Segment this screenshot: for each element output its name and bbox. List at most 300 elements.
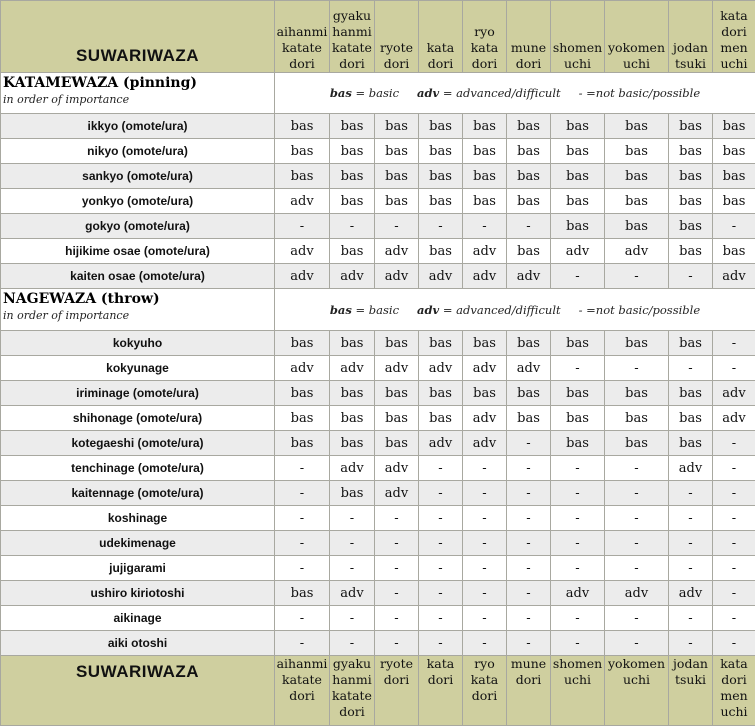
column-header bbox=[669, 656, 713, 726]
rating-cell: - bbox=[669, 631, 713, 656]
rating-cell: - bbox=[713, 331, 755, 356]
rating-cell: bas bbox=[669, 406, 713, 431]
rating-cell: bas bbox=[713, 139, 755, 164]
column-header bbox=[419, 1, 463, 73]
rating-cell: bas bbox=[713, 164, 755, 189]
technique-row bbox=[1, 631, 755, 656]
rating-cell: bas bbox=[330, 431, 375, 456]
rating-cell: bas bbox=[275, 164, 330, 189]
technique-row bbox=[1, 406, 755, 431]
technique-row bbox=[1, 581, 755, 606]
section-subtitle: in order of importance bbox=[3, 309, 130, 322]
rating-cell: - bbox=[507, 431, 551, 456]
rating-cell: adv bbox=[330, 581, 375, 606]
rating-cell: adv bbox=[551, 239, 605, 264]
rating-cell: - bbox=[275, 606, 330, 631]
rating-cell: bas bbox=[375, 431, 419, 456]
rating-cell: bas bbox=[551, 139, 605, 164]
rating-cell: bas bbox=[507, 139, 551, 164]
column-header-word: mune bbox=[510, 656, 547, 671]
rating-cell: adv bbox=[375, 456, 419, 481]
column-header bbox=[330, 1, 375, 73]
technique-name: yonkyo (omote/ura) bbox=[1, 189, 275, 214]
column-header bbox=[463, 1, 507, 73]
column-header bbox=[605, 1, 669, 73]
rating-cell: - bbox=[275, 481, 330, 506]
technique-name: ushiro kiriotoshi bbox=[1, 581, 275, 606]
rating-cell: - bbox=[507, 606, 551, 631]
rating-cell: bas bbox=[605, 431, 669, 456]
rating-cell: bas bbox=[507, 164, 551, 189]
rating-cell: - bbox=[551, 356, 605, 381]
rating-cell: bas bbox=[713, 189, 755, 214]
legend-bas-key: bas bbox=[329, 86, 352, 100]
rating-cell: adv bbox=[419, 264, 463, 289]
technique-row bbox=[1, 139, 755, 164]
technique-row bbox=[1, 214, 755, 239]
rating-cell: adv bbox=[463, 356, 507, 381]
rating-cell: bas bbox=[713, 114, 755, 139]
column-header-word: uchi bbox=[563, 56, 592, 71]
rating-cell: - bbox=[551, 481, 605, 506]
rating-cell: - bbox=[419, 631, 463, 656]
rating-cell: adv bbox=[669, 581, 713, 606]
technique-row bbox=[1, 189, 755, 214]
rating-cell: adv bbox=[275, 189, 330, 214]
column-header bbox=[375, 1, 419, 73]
rating-cell: adv bbox=[275, 239, 330, 264]
technique-name: iriminage (omote/ura) bbox=[1, 381, 275, 406]
technique-name: ikkyo (omote/ura) bbox=[1, 114, 275, 139]
technique-row bbox=[1, 606, 755, 631]
rating-cell: - bbox=[375, 606, 419, 631]
rating-cell: - bbox=[375, 631, 419, 656]
column-header-word: kata bbox=[470, 40, 499, 55]
technique-name: jujigarami bbox=[1, 556, 275, 581]
rating-cell: bas bbox=[375, 406, 419, 431]
rating-cell: - bbox=[330, 531, 375, 556]
technique-row bbox=[1, 506, 755, 531]
rating-cell: - bbox=[419, 456, 463, 481]
rating-cell: bas bbox=[669, 431, 713, 456]
column-header-word: dori bbox=[721, 24, 747, 39]
technique-row bbox=[1, 239, 755, 264]
table-body bbox=[1, 1, 755, 726]
rating-cell: bas bbox=[330, 189, 375, 214]
column-header-word: kata bbox=[470, 672, 499, 687]
rating-cell: bas bbox=[669, 331, 713, 356]
rating-cell: bas bbox=[375, 114, 419, 139]
rating-cell: - bbox=[375, 531, 419, 556]
rating-cell: - bbox=[605, 531, 669, 556]
rating-cell: - bbox=[713, 431, 755, 456]
rating-cell: bas bbox=[330, 406, 375, 431]
column-header-word: dori bbox=[289, 56, 315, 71]
section-label bbox=[1, 289, 275, 331]
column-header-word: gyaku bbox=[332, 8, 372, 23]
rating-cell: - bbox=[713, 631, 755, 656]
rating-cell: adv bbox=[330, 264, 375, 289]
rating-cell: bas bbox=[551, 114, 605, 139]
rating-cell: bas bbox=[551, 214, 605, 239]
rating-cell: - bbox=[507, 556, 551, 581]
rating-cell: adv bbox=[463, 406, 507, 431]
legend-dash-text: - =not basic/possible bbox=[578, 86, 701, 100]
rating-cell: bas bbox=[463, 331, 507, 356]
bottom-header-row bbox=[1, 656, 755, 726]
rating-cell: bas bbox=[507, 189, 551, 214]
rating-cell: bas bbox=[507, 114, 551, 139]
section-header-row bbox=[1, 73, 755, 114]
rating-cell: bas bbox=[463, 189, 507, 214]
rating-cell: adv bbox=[375, 264, 419, 289]
rating-cell: - bbox=[669, 264, 713, 289]
rating-cell: adv bbox=[275, 356, 330, 381]
column-header-word: uchi bbox=[622, 672, 651, 687]
column-header-word: dori bbox=[515, 56, 542, 71]
table-title: SUWARIWAZA bbox=[1, 656, 275, 726]
rating-cell: - bbox=[669, 531, 713, 556]
technique-row bbox=[1, 264, 755, 289]
rating-cell: bas bbox=[669, 189, 713, 214]
column-header-word: dori bbox=[471, 688, 498, 703]
column-header-word: tsuki bbox=[674, 56, 707, 71]
rating-cell: bas bbox=[669, 164, 713, 189]
rating-cell: bas bbox=[375, 189, 419, 214]
column-header bbox=[551, 1, 605, 73]
rating-cell: bas bbox=[551, 331, 605, 356]
rating-cell: bas bbox=[419, 381, 463, 406]
technique-name: nikyo (omote/ura) bbox=[1, 139, 275, 164]
rating-cell: bas bbox=[330, 239, 375, 264]
rating-cell: - bbox=[275, 456, 330, 481]
rating-cell: bas bbox=[605, 331, 669, 356]
column-header-word: katate bbox=[282, 40, 322, 55]
rating-cell: - bbox=[669, 556, 713, 581]
technique-row bbox=[1, 331, 755, 356]
column-header-word: uchi bbox=[720, 704, 748, 719]
technique-row bbox=[1, 531, 755, 556]
column-header-word: tsuki bbox=[674, 672, 707, 687]
rating-cell: adv bbox=[463, 239, 507, 264]
column-header-word: gyaku bbox=[332, 656, 372, 671]
rating-cell: - bbox=[551, 456, 605, 481]
column-header bbox=[275, 1, 330, 73]
rating-cell: adv bbox=[605, 581, 669, 606]
rating-cell: adv bbox=[713, 264, 755, 289]
column-header-word: yokomen bbox=[608, 40, 665, 55]
rating-cell: adv bbox=[375, 481, 419, 506]
rating-cell: - bbox=[463, 506, 507, 531]
rating-cell: bas bbox=[419, 406, 463, 431]
technique-row bbox=[1, 164, 755, 189]
rating-cell: - bbox=[605, 631, 669, 656]
column-header bbox=[713, 1, 755, 73]
rating-cell: - bbox=[463, 456, 507, 481]
rating-cell: - bbox=[605, 556, 669, 581]
rating-cell: adv bbox=[507, 356, 551, 381]
rating-cell: bas bbox=[275, 331, 330, 356]
column-header-word: uchi bbox=[622, 56, 651, 71]
rating-cell: - bbox=[463, 531, 507, 556]
column-header bbox=[330, 656, 375, 726]
rating-cell: adv bbox=[375, 239, 419, 264]
rating-cell: - bbox=[419, 481, 463, 506]
rating-cell: - bbox=[507, 481, 551, 506]
rating-cell: - bbox=[551, 531, 605, 556]
rating-cell: - bbox=[275, 556, 330, 581]
column-header-word: hanmi bbox=[332, 672, 372, 687]
legend-adv-text: = advanced/difficult bbox=[439, 302, 561, 317]
column-header-word: dori bbox=[427, 672, 454, 687]
rating-cell: - bbox=[330, 214, 375, 239]
column-header-word: ryote bbox=[380, 656, 413, 671]
technique-name: aiki otoshi bbox=[1, 631, 275, 656]
rating-cell: - bbox=[507, 631, 551, 656]
rating-cell: bas bbox=[507, 239, 551, 264]
rating-cell: bas bbox=[419, 331, 463, 356]
rating-cell: - bbox=[419, 556, 463, 581]
section-header-row bbox=[1, 289, 755, 331]
technique-name: kokyuho bbox=[1, 331, 275, 356]
rating-cell: bas bbox=[419, 239, 463, 264]
column-header-word: yokomen bbox=[608, 656, 665, 671]
column-header-word: shomen bbox=[552, 656, 603, 671]
rating-cell: - bbox=[669, 356, 713, 381]
rating-cell: - bbox=[375, 581, 419, 606]
column-header-word: dori bbox=[515, 672, 542, 687]
rating-cell: bas bbox=[551, 406, 605, 431]
column-header-word: kata bbox=[426, 656, 455, 671]
column-header-word: uchi bbox=[563, 672, 592, 687]
technique-row bbox=[1, 481, 755, 506]
rating-cell: bas bbox=[463, 381, 507, 406]
legend bbox=[275, 289, 755, 331]
column-header-word: jodan bbox=[673, 656, 708, 671]
rating-cell: - bbox=[713, 456, 755, 481]
column-header-word: shomen bbox=[552, 40, 603, 55]
column-header-word: katate bbox=[332, 688, 372, 703]
column-header bbox=[669, 1, 713, 73]
column-header bbox=[463, 656, 507, 726]
column-header-word: men bbox=[720, 688, 748, 703]
column-header-word: dori bbox=[471, 56, 498, 71]
rating-cell: bas bbox=[669, 381, 713, 406]
technique-row bbox=[1, 556, 755, 581]
rating-cell: - bbox=[330, 606, 375, 631]
rating-cell: bas bbox=[275, 381, 330, 406]
rating-cell: bas bbox=[551, 164, 605, 189]
rating-cell: - bbox=[551, 264, 605, 289]
rating-cell: bas bbox=[507, 331, 551, 356]
rating-cell: adv bbox=[551, 581, 605, 606]
technique-row bbox=[1, 114, 755, 139]
technique-name: aikinage bbox=[1, 606, 275, 631]
column-header-word: uchi bbox=[720, 56, 748, 71]
technique-row bbox=[1, 381, 755, 406]
rating-cell: - bbox=[463, 581, 507, 606]
rating-cell: - bbox=[375, 556, 419, 581]
rating-cell: adv bbox=[330, 356, 375, 381]
rating-cell: bas bbox=[330, 381, 375, 406]
rating-cell: - bbox=[275, 531, 330, 556]
technique-name: tenchinage (omote/ura) bbox=[1, 456, 275, 481]
column-header bbox=[507, 656, 551, 726]
rating-cell: bas bbox=[463, 114, 507, 139]
rating-cell: - bbox=[275, 631, 330, 656]
rating-cell: bas bbox=[551, 381, 605, 406]
technique-name: kaitennage (omote/ura) bbox=[1, 481, 275, 506]
rating-cell: - bbox=[605, 481, 669, 506]
column-header-word: aihanmi bbox=[276, 656, 328, 671]
rating-cell: - bbox=[419, 531, 463, 556]
rating-cell: - bbox=[713, 506, 755, 531]
column-header-word: ryo bbox=[474, 656, 495, 671]
rating-cell: - bbox=[713, 356, 755, 381]
rating-cell: adv bbox=[463, 264, 507, 289]
section-subtitle: in order of importance bbox=[3, 93, 130, 106]
rating-cell: - bbox=[551, 506, 605, 531]
technique-name: shihonage (omote/ura) bbox=[1, 406, 275, 431]
rating-cell: bas bbox=[275, 406, 330, 431]
technique-name: koshinage bbox=[1, 506, 275, 531]
rating-cell: bas bbox=[330, 331, 375, 356]
column-header-word: dori bbox=[383, 672, 410, 687]
rating-cell: - bbox=[713, 531, 755, 556]
rating-cell: adv bbox=[713, 406, 755, 431]
section-label bbox=[1, 73, 275, 114]
column-header-word: dori bbox=[721, 672, 747, 687]
technique-row bbox=[1, 456, 755, 481]
technique-name: kokyunage bbox=[1, 356, 275, 381]
legend-bas-key: bas bbox=[329, 302, 352, 317]
table-title: SUWARIWAZA bbox=[1, 1, 275, 73]
rating-cell: - bbox=[419, 606, 463, 631]
rating-cell: bas bbox=[605, 164, 669, 189]
column-header-word: aihanmi bbox=[276, 24, 328, 39]
rating-cell: - bbox=[713, 481, 755, 506]
column-header-word: kata bbox=[426, 40, 455, 55]
rating-cell: bas bbox=[605, 189, 669, 214]
rating-cell: bas bbox=[330, 164, 375, 189]
rating-cell: - bbox=[463, 556, 507, 581]
column-header-word: jodan bbox=[673, 40, 708, 55]
legend-adv-key: adv bbox=[417, 302, 440, 317]
column-header bbox=[713, 656, 755, 726]
rating-cell: - bbox=[605, 606, 669, 631]
rating-cell: bas bbox=[463, 164, 507, 189]
top-header-row bbox=[1, 1, 755, 73]
column-header-word: dori bbox=[339, 56, 365, 71]
rating-cell: adv bbox=[713, 381, 755, 406]
section-title: NAGEWAZA (throw) bbox=[3, 291, 160, 307]
legend-bas-text: = basic bbox=[351, 302, 400, 317]
rating-cell: adv bbox=[605, 239, 669, 264]
technique-name: gokyo (omote/ura) bbox=[1, 214, 275, 239]
rating-cell: bas bbox=[713, 239, 755, 264]
rating-cell: bas bbox=[605, 214, 669, 239]
rating-cell: adv bbox=[507, 264, 551, 289]
rating-cell: bas bbox=[605, 406, 669, 431]
rating-cell: bas bbox=[330, 481, 375, 506]
rating-cell: - bbox=[330, 556, 375, 581]
rating-cell: bas bbox=[375, 164, 419, 189]
column-header bbox=[507, 1, 551, 73]
rating-cell: bas bbox=[275, 114, 330, 139]
rating-cell: - bbox=[605, 456, 669, 481]
rating-cell: bas bbox=[275, 139, 330, 164]
rating-cell: - bbox=[507, 506, 551, 531]
rating-cell: - bbox=[419, 581, 463, 606]
column-header-word: ryo bbox=[474, 24, 495, 39]
rating-cell: bas bbox=[330, 114, 375, 139]
rating-cell: bas bbox=[669, 114, 713, 139]
column-header-word: mune bbox=[510, 40, 547, 55]
column-header-word: dori bbox=[289, 688, 315, 703]
rating-cell: - bbox=[713, 581, 755, 606]
rating-cell: bas bbox=[605, 381, 669, 406]
rating-cell: bas bbox=[669, 239, 713, 264]
legend bbox=[275, 73, 755, 114]
rating-cell: bas bbox=[419, 139, 463, 164]
column-header-word: kata bbox=[720, 656, 748, 671]
column-header bbox=[551, 656, 605, 726]
column-header-word: dori bbox=[383, 56, 410, 71]
rating-cell: - bbox=[713, 556, 755, 581]
rating-cell: - bbox=[605, 264, 669, 289]
rating-cell: adv bbox=[419, 431, 463, 456]
technique-name: sankyo (omote/ura) bbox=[1, 164, 275, 189]
column-header-word: hanmi bbox=[332, 24, 372, 39]
rating-cell: - bbox=[713, 214, 755, 239]
rating-cell: bas bbox=[419, 114, 463, 139]
rating-cell: adv bbox=[669, 456, 713, 481]
rating-cell: bas bbox=[507, 381, 551, 406]
rating-cell: - bbox=[275, 506, 330, 531]
rating-cell: - bbox=[507, 456, 551, 481]
rating-cell: bas bbox=[507, 406, 551, 431]
rating-cell: - bbox=[551, 556, 605, 581]
column-header-word: katate bbox=[332, 40, 372, 55]
rating-cell: - bbox=[463, 606, 507, 631]
rating-cell: adv bbox=[275, 264, 330, 289]
column-header-word: men bbox=[720, 40, 748, 55]
rating-cell: - bbox=[419, 214, 463, 239]
technique-row bbox=[1, 356, 755, 381]
technique-row bbox=[1, 431, 755, 456]
rating-cell: - bbox=[330, 506, 375, 531]
rating-cell: - bbox=[551, 606, 605, 631]
rating-cell: - bbox=[713, 606, 755, 631]
rating-cell: bas bbox=[463, 139, 507, 164]
rating-cell: bas bbox=[419, 164, 463, 189]
legend-dash-text: - =not basic/possible bbox=[578, 302, 701, 317]
rating-cell: bas bbox=[419, 189, 463, 214]
technique-name: kaiten osae (omote/ura) bbox=[1, 264, 275, 289]
rating-cell: bas bbox=[275, 431, 330, 456]
rating-cell: adv bbox=[330, 456, 375, 481]
rating-cell: - bbox=[669, 506, 713, 531]
rating-cell: bas bbox=[330, 139, 375, 164]
column-header-word: ryote bbox=[380, 40, 413, 55]
rating-cell: bas bbox=[275, 581, 330, 606]
rating-cell: - bbox=[463, 631, 507, 656]
legend-bas-text: = basic bbox=[351, 86, 400, 100]
rating-cell: adv bbox=[463, 431, 507, 456]
rating-cell: - bbox=[669, 481, 713, 506]
rating-cell: - bbox=[551, 631, 605, 656]
rating-cell: bas bbox=[669, 214, 713, 239]
